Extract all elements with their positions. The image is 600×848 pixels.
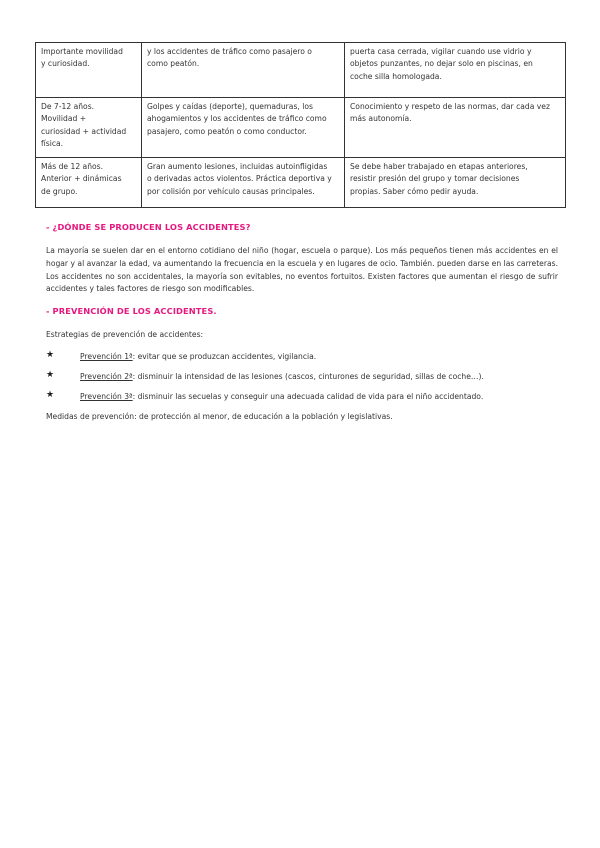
strategies-intro: Estrategias de prevención de accidentes: (46, 330, 204, 339)
list-item (80, 372, 484, 381)
star-bullet-icon: ★ (46, 390, 55, 400)
section-title-where: - ¿DÓNDE SE PRODUCEN LOS ACCIDENTES? (46, 222, 251, 232)
table-row (36, 158, 566, 208)
age-risk-table (35, 42, 566, 208)
star-bullet-icon: ★ (46, 350, 55, 360)
prevention-label: Prevención 1ª (80, 352, 133, 361)
prevention-text: : evitar que se produzcan accidentes, vigilancia. (132, 352, 317, 361)
list-item (80, 352, 316, 361)
age-cell: De 7-12 años. Movilidad + curiosidad + actividad física. (36, 98, 142, 158)
section-where-body: La mayoría se suelen dar en el entorno cotidiano del niño (hogar, escuela o parque). Los más pequeños tienen más accidentes en el hogar y al avanzar la edad, va aumentando la frecuencia en la escuela y en lugares de ocio. También. pueden darse en las carreteras. Los accidentes no son accidentales, la mayoría son evitables, no eventos fortuitos. Existen factores que aumentan el riesgo de sufrir accidentes y tales factores de riesgo son modificables. (46, 246, 558, 294)
prevention-text: : disminuir la intensidad de las lesiones (cascos, cinturones de seguridad, sillas de coche…). (132, 372, 484, 381)
table-row (36, 43, 566, 98)
list-item (80, 392, 483, 401)
risks-cell: Gran aumento lesiones, incluidas autoinfligidas o derivadas actos violentos. Práctica deportiva y por colisión por vehículo causas principales. (142, 158, 345, 208)
prevention-cell: puerta casa cerrada, vigilar cuando use vidrio y objetos punzantes, no dejar solo en piscinas, en coche silla homologada. (345, 43, 566, 98)
risks-cell: Golpes y caídas (deporte), quemaduras, los ahogamientos y los accidentes de tráfico como pasajero, como peatón o como conductor. (142, 98, 345, 158)
prevention-label: Prevención 3ª (80, 392, 133, 401)
risks-cell: y los accidentes de tráfico como pasajero o como peatón. (142, 43, 345, 98)
age-cell: Más de 12 años. Anterior + dinámicas de grupo. (36, 158, 142, 208)
prevention-cell: Se debe haber trabajado en etapas anteriores, resistir presión del grupo y tomar decisiones propias. Saber cómo pedir ayuda. (345, 158, 566, 208)
prevention-measures: Medidas de prevención: de protección al menor, de educación a la población y legislativas. (46, 412, 393, 421)
star-bullet-icon: ★ (46, 370, 55, 380)
age-cell: Importante movilidad y curiosidad. (36, 43, 142, 98)
section-title-prevention: - PREVENCIÓN DE LOS ACCIDENTES. (46, 306, 217, 316)
prevention-label: Prevención 2ª (80, 372, 133, 381)
prevention-cell: Conocimiento y respeto de las normas, dar cada vez más autonomía. (345, 98, 566, 158)
prevention-text: : disminuir las secuelas y conseguir una adecuada calidad de vida para el niño accidentado. (132, 392, 484, 401)
table-row (36, 98, 566, 158)
